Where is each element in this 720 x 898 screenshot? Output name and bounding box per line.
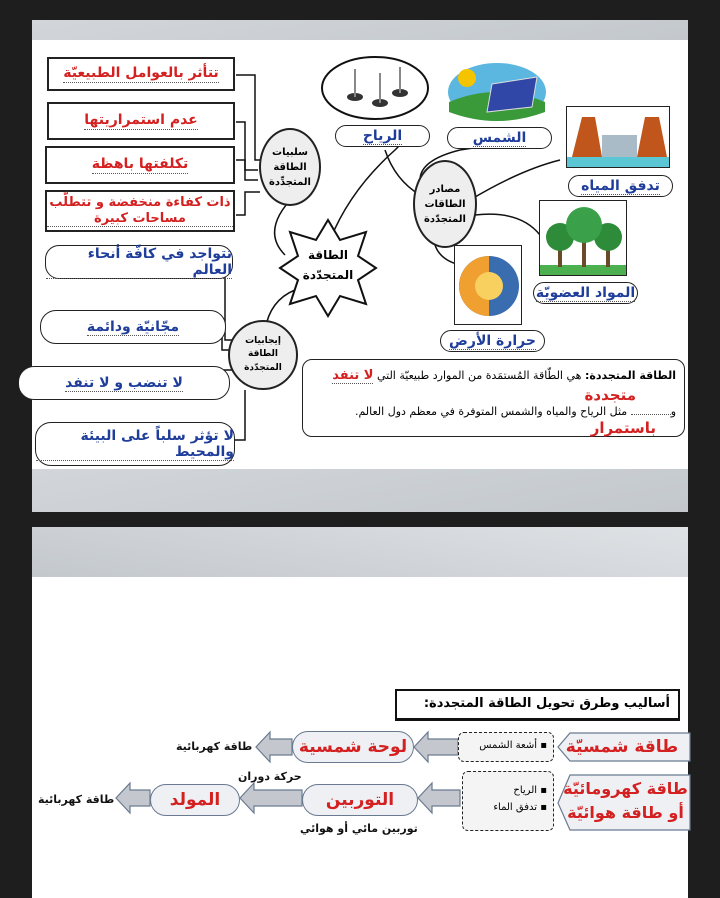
source-biomass [533, 282, 638, 304]
earth-core-image [454, 245, 522, 325]
negative-item-text: تكلفتها باهظة [91, 156, 189, 173]
conversion-title: أساليب وطرق تحويل الطاقة المتجددة: [395, 689, 680, 721]
positive-item [45, 245, 233, 279]
positive-item [18, 366, 230, 400]
definition-term: الطاقة المتجددة: [584, 369, 676, 382]
positive-item-text: لا تؤثر سلباً على البيئة والمحيط [36, 428, 234, 461]
negative-item [47, 102, 235, 140]
definition-answer: متجددة [584, 385, 636, 404]
positives-title: إيجابيات الطاقة المتجدّدة [244, 335, 282, 373]
hydro-input-box [462, 771, 554, 831]
negatives-title: سلبيات الطاقة المتجدِّدة [269, 146, 311, 188]
definition-answer: باستمرار [590, 418, 656, 437]
sources-node [413, 160, 477, 248]
input-item: ▪ أشعة الشمس [479, 740, 547, 751]
definition-text: مثل الرياح والمياه والشمس المتوفرة في معظم دول العالم. [354, 405, 628, 419]
positives-node [228, 320, 298, 390]
input-item: ▪ الرياح [513, 785, 547, 796]
negative-item [45, 146, 235, 184]
negative-item-text: تتأثر بالعوامل الطبيعيّة [63, 65, 219, 82]
hydro-wind-energy-label [558, 777, 693, 825]
input-item: ▪ تدفق الماء [493, 802, 547, 813]
negative-item-text: عدم استمراريتها [84, 112, 198, 129]
solar-input-box [458, 732, 554, 762]
turbine-device: التوربين [302, 784, 418, 816]
positive-item [40, 310, 226, 344]
generator-device: المولد [150, 784, 240, 816]
source-water [568, 175, 673, 197]
input-text: أشعة الشمس [479, 740, 538, 751]
motion-label: حركة دوران [238, 770, 302, 783]
center-title: الطاقة المتجدّدة [302, 248, 354, 283]
source-geothermal [440, 330, 545, 352]
negatives-node [259, 128, 321, 206]
positive-item [35, 422, 235, 466]
solar-panel-device: لوحة شمسية [292, 731, 414, 763]
output-label: طاقة كهربائية [38, 793, 115, 806]
source-label: المواد العضويّة [535, 284, 636, 301]
sources-title: مصادر الطاقات المتجدّدة [424, 183, 466, 225]
definition-text: هي الطّاقة المُستمَدة من الموارد طبيعيّة التي [376, 369, 582, 382]
source-label: تدفق المياه [581, 177, 660, 194]
source-sun [447, 127, 552, 149]
source-label: الشمس [472, 129, 527, 146]
negative-item [47, 57, 235, 91]
definition-answer: لا تنفد [332, 368, 374, 383]
positive-item-text: لا تنضب و لا تنفد [65, 374, 183, 391]
trees-image [539, 200, 627, 276]
output-label: طاقة كهربائية [176, 740, 253, 753]
input-text: تدفق الماء [493, 802, 538, 813]
source-label: الرياح [362, 127, 403, 144]
definition-box [302, 359, 685, 437]
source-wind [335, 125, 430, 147]
page-header-band-2 [32, 527, 688, 577]
positive-item-text: تتواجد في كافّة أنحاء العالم [46, 246, 232, 279]
negative-item-text: ذات كفاءة منخفضة و تتطلّب مساحات كبيرة [47, 195, 233, 227]
negative-item [45, 190, 235, 232]
positive-item-text: مجّانيّة ودائمة [86, 318, 180, 335]
source-label: حرارة الأرض [449, 332, 536, 349]
type-line: أو طاقة هوائيّة [567, 803, 684, 822]
dam-image [566, 106, 670, 168]
definition-text: و [670, 405, 676, 419]
input-text: الرياح [513, 785, 538, 796]
solar-energy-label: طاقة شمسيّة [565, 737, 679, 757]
wind-turbines-image [320, 55, 430, 121]
solar-panel-image [447, 62, 547, 122]
turbine-note: توربين مائي أو هوائي [300, 822, 418, 835]
type-line: طاقة كهرومائيّة [563, 779, 688, 798]
